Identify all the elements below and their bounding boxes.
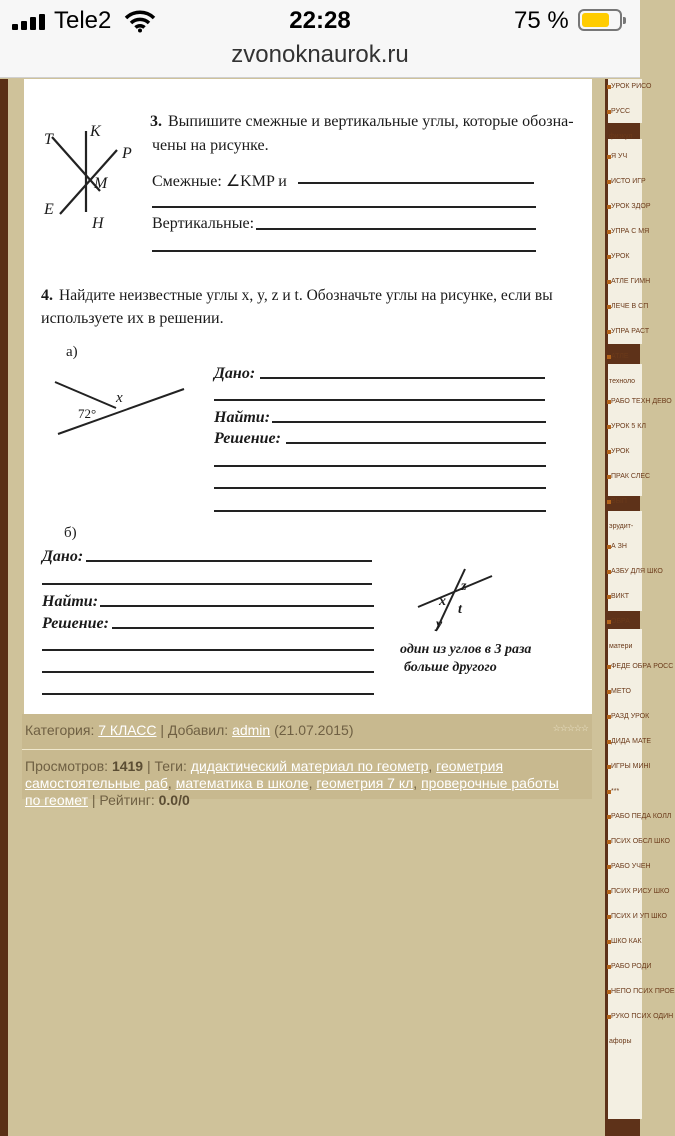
- sidebar-link[interactable]: ***: [611, 788, 620, 795]
- answer-line: [42, 649, 374, 651]
- sidebar-link[interactable]: Я УЧ: [611, 153, 628, 160]
- url-text: zvonoknaurok.ru: [231, 41, 409, 68]
- find-label-b: Найти:: [42, 593, 99, 610]
- views-label: Просмотров:: [25, 758, 109, 774]
- point-m-label: M: [94, 175, 108, 192]
- sidebar-link[interactable]: УПРА С МЯ: [611, 228, 650, 235]
- sidebar-section-header: матери: [609, 643, 633, 650]
- answer-line: [286, 442, 546, 444]
- sidebar-link[interactable]: АТЛЕ ГИМН: [611, 278, 651, 285]
- solution-label-a: Решение:: [214, 430, 281, 447]
- answer-line: [214, 510, 546, 512]
- task3-number: 3.: [150, 113, 162, 130]
- sidebar-link[interactable]: УРОК: [611, 448, 630, 455]
- point-k-label: K: [90, 123, 101, 140]
- battery-icon: [578, 9, 622, 31]
- rating-value: 0.0/0: [158, 792, 190, 808]
- bullet-icon: [607, 230, 611, 234]
- bullet-icon: [607, 595, 611, 599]
- var-y-label: y: [436, 617, 443, 632]
- part-a-label: а): [66, 344, 78, 360]
- rating-stars[interactable]: ☆☆☆☆☆: [552, 723, 588, 733]
- bullet-icon: [607, 110, 611, 114]
- bullet-icon: [607, 450, 611, 454]
- answer-line: [42, 693, 374, 695]
- bullet-icon: [607, 155, 611, 159]
- divider: [22, 749, 592, 750]
- point-p-label: P: [122, 145, 132, 162]
- bullet-icon: [607, 280, 611, 284]
- answer-line: [260, 377, 545, 379]
- views-count: 1419: [111, 758, 144, 774]
- bullet-icon: [607, 620, 611, 624]
- bullet-icon: [607, 355, 611, 359]
- sidebar-link[interactable]: АТЛЕ: [611, 353, 629, 360]
- category-label: Категория:: [25, 722, 95, 738]
- bullet-icon: [607, 815, 611, 819]
- bullet-icon: [607, 715, 611, 719]
- task4-text-line1: Найдите неизвестные углы x, y, z и t. Обозначьте углы на рисунке, если вы: [59, 287, 553, 304]
- task4-text-line2: используете их в решении.: [41, 310, 224, 327]
- left-page-edge: [0, 79, 8, 1136]
- publish-date: (21.07.2015): [274, 722, 354, 738]
- sidebar-link[interactable]: РУСС: [611, 108, 631, 115]
- bullet-icon: [607, 965, 611, 969]
- worksheet-image: [24, 79, 592, 714]
- sidebar-link[interactable]: УПРА РАСТ: [611, 328, 650, 335]
- tag-link[interactable]: математика в школе: [175, 775, 309, 791]
- bullet-icon: [607, 890, 611, 894]
- sidebar-link[interactable]: РАБО ПЕДА КОЛЛ: [611, 813, 672, 820]
- given-label-a: Дано:: [214, 365, 256, 382]
- task3-text-line1: Выпишите смежные и вертикальные углы, которые обозна-: [168, 113, 574, 130]
- answer-line: [256, 228, 536, 230]
- task3-text-line2: чены на рисунке.: [152, 137, 269, 154]
- tag-link[interactable]: проверочные работы по геомет: [25, 775, 559, 808]
- category-link[interactable]: 7 КЛАСС: [98, 722, 157, 738]
- sidebar-link[interactable]: ПРАК СЛЕС: [611, 473, 651, 480]
- tag-link[interactable]: геометрия 7 кл: [316, 775, 414, 791]
- bullet-icon: [607, 425, 611, 429]
- tag-separator: ,: [413, 775, 422, 791]
- answer-line: [100, 605, 374, 607]
- sidebar-link[interactable]: УРОК 5 КЛ: [611, 423, 646, 430]
- bullet-icon: [607, 545, 611, 549]
- status-bar: [0, 0, 640, 40]
- sidebar-section-header: физкул: [609, 133, 633, 140]
- bullet-icon: [607, 1015, 611, 1019]
- var-x-label: x: [116, 390, 123, 406]
- clock: 22:28: [289, 7, 351, 34]
- author-link[interactable]: admin: [232, 722, 271, 738]
- tag-link[interactable]: геометрия самостоятельные раб: [25, 758, 504, 791]
- sidebar-link[interactable]: ИГРЫ МИНІ: [611, 763, 651, 770]
- sidebar-section-header: эрудит-: [609, 523, 634, 530]
- vertical-angles-label: Вертикальные:: [152, 215, 255, 232]
- answer-line: [86, 560, 372, 562]
- tags-label: | Теги:: [147, 758, 187, 774]
- answer-line: [214, 487, 546, 489]
- worksheet-figures: [24, 79, 592, 714]
- sidebar-link[interactable]: УРОК ЗДОР: [611, 203, 651, 210]
- sidebar-link[interactable]: ЛЕЧЕ В СП: [611, 303, 649, 310]
- sidebar-link[interactable]: АЗБУ ДЛЯ ШКО: [611, 568, 663, 575]
- answer-line: [298, 182, 534, 184]
- bullet-icon: [607, 665, 611, 669]
- condition-note-line2: больше другого: [404, 660, 497, 675]
- bullet-icon: [607, 990, 611, 994]
- part-b-label: б): [64, 525, 77, 541]
- sidebar-link[interactable]: ФЕДЕ ОБРА РОСС: [611, 663, 674, 670]
- bullet-icon: [607, 740, 611, 744]
- sidebar-link[interactable]: ПСИХ РИСУ ШКО: [611, 888, 670, 895]
- adjacent-angles-label: Смежные: ∠KMP и: [152, 173, 287, 190]
- bullet-icon: [607, 940, 611, 944]
- bullet-icon: [607, 255, 611, 259]
- sidebar-link[interactable]: ВИКТ: [611, 593, 630, 600]
- find-label-a: Найти:: [214, 409, 271, 426]
- var-z-label: z: [461, 579, 467, 594]
- answer-line: [272, 421, 546, 423]
- sidebar-link[interactable]: УРОК: [611, 253, 630, 260]
- task4-number: 4.: [41, 287, 53, 304]
- sidebar-link[interactable]: НЕПО ПСИХ ПРОЕ: [611, 988, 675, 995]
- bullet-icon: [607, 400, 611, 404]
- carrier-name: Tele2: [54, 7, 112, 34]
- sidebar-link[interactable]: УРОК РИСО: [611, 83, 652, 90]
- bullet-icon: [607, 570, 611, 574]
- var-x-label-b: x: [439, 594, 446, 609]
- bullet-icon: [607, 180, 611, 184]
- sidebar-link[interactable]: РАБО ТЕХН ДЕВО: [611, 398, 672, 405]
- point-t-label: T: [44, 131, 53, 148]
- sidebar-link[interactable]: ПСИХ ОБСЛ ШКО: [611, 838, 670, 845]
- answer-line: [42, 583, 372, 585]
- sidebar-link[interactable]: РАЗД УРОК: [611, 713, 650, 720]
- address-bar[interactable]: [0, 40, 640, 78]
- point-e-label: E: [44, 201, 54, 218]
- sidebar-section-header: афоры: [609, 1038, 632, 1045]
- sidebar-section-header: техноло: [609, 378, 636, 385]
- sidebar-link[interactable]: РУКО ПСИХ ОДИН: [611, 1013, 674, 1020]
- tag-link[interactable]: дидактический материал по геометр: [190, 758, 429, 774]
- bullet-icon: [607, 305, 611, 309]
- angle-72-label: 72°: [78, 406, 97, 421]
- sidebar-link[interactable]: ДИДА МАТЕ: [611, 738, 652, 745]
- added-by-label: | Добавил:: [160, 722, 229, 738]
- sidebar-link[interactable]: РАБО РОДИ: [611, 963, 652, 970]
- answer-line: [152, 250, 536, 252]
- sidebar-link[interactable]: ШКО КАК: [611, 938, 642, 945]
- right-sidebar: [605, 79, 675, 1136]
- bullet-icon: [607, 840, 611, 844]
- sidebar-link[interactable]: ПСИХ И УП ШКО: [611, 913, 667, 920]
- sidebar-link[interactable]: ВЫП: [611, 498, 627, 505]
- sidebar-link[interactable]: ИСТО ИГР: [611, 178, 646, 185]
- bullet-icon: [607, 205, 611, 209]
- bullet-icon: [607, 330, 611, 334]
- sidebar-link[interactable]: МЕТО: [611, 688, 631, 695]
- answer-line: [152, 206, 536, 208]
- answer-line: [112, 627, 374, 629]
- tag-separator: ,: [167, 775, 176, 791]
- bullet-icon: [607, 475, 611, 479]
- given-label-b: Дано:: [42, 548, 84, 565]
- tag-separator: ,: [428, 758, 437, 774]
- answer-line: [42, 671, 374, 673]
- answer-line: [214, 465, 546, 467]
- solution-label-b: Решение:: [42, 615, 109, 632]
- battery-percent: 75 %: [514, 7, 569, 34]
- sidebar-link[interactable]: ОБРА: [611, 618, 630, 625]
- material-info-panel: [22, 714, 592, 808]
- bullet-icon: [607, 790, 611, 794]
- bullet-icon: [607, 915, 611, 919]
- bullet-icon: [607, 690, 611, 694]
- condition-note-line1: один из углов в 3 раза: [400, 642, 532, 657]
- bullet-icon: [607, 865, 611, 869]
- bullet-icon: [607, 85, 611, 89]
- rating-label: | Рейтинг:: [91, 792, 155, 808]
- answer-line: [214, 399, 545, 401]
- point-h-label: H: [92, 215, 104, 232]
- sidebar-link[interactable]: А ЗН: [611, 543, 627, 550]
- tag-separator: ,: [308, 775, 317, 791]
- bullet-icon: [607, 500, 611, 504]
- var-t-label: t: [458, 602, 462, 617]
- sidebar-link[interactable]: РАБО УЧЕН: [611, 863, 651, 870]
- bullet-icon: [607, 765, 611, 769]
